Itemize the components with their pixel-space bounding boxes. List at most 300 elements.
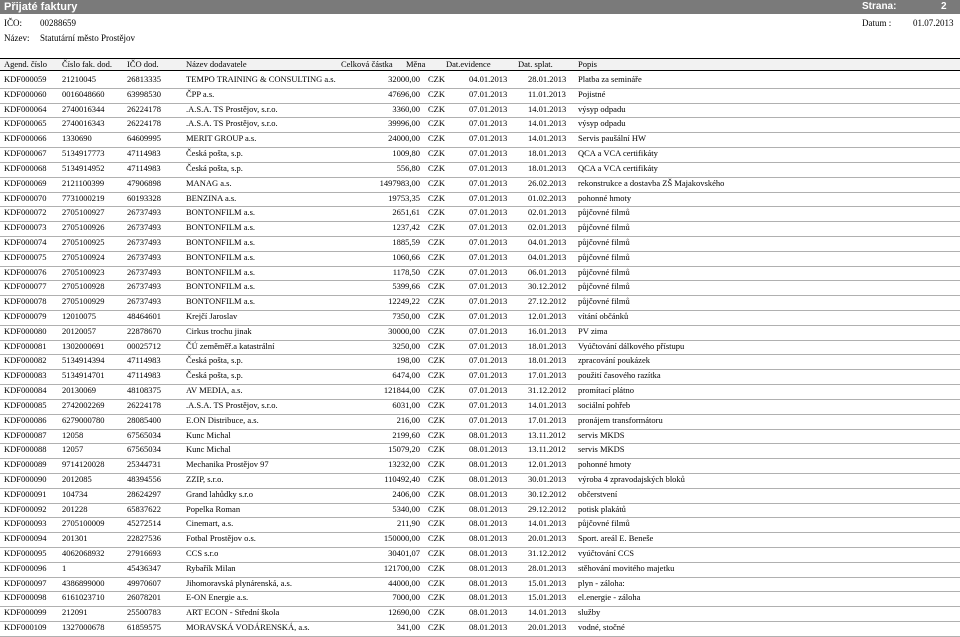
cell-invoice-number: 2705100929: [62, 296, 105, 307]
cell-due-date: 18.01.2013: [528, 148, 567, 159]
cell-supplier-ico: 25344731: [127, 459, 161, 470]
cell-supplier-ico: 26737493: [127, 236, 161, 247]
name-value: Statutární město Prostějov: [40, 33, 135, 43]
table-row: [0, 518, 960, 533]
cell-supplier-name: Krejčí Jaroslav: [186, 311, 238, 321]
cell-invoice-number: 2705100926: [62, 222, 105, 233]
table-row: [0, 430, 960, 445]
date-value: 01.07.2013: [913, 18, 954, 28]
cell-doc-number: KDF000070: [4, 192, 47, 203]
cell-supplier-ico: 47114983: [127, 148, 161, 159]
cell-description: sociální pohřeb: [578, 399, 631, 410]
cell-invoice-number: 2705100923: [62, 266, 105, 277]
cell-amount: 121700,00: [383, 562, 420, 573]
cell-description: stěhování movitého majetku: [578, 562, 675, 573]
cell-currency: CZK: [428, 118, 445, 129]
cell-description: QCA a VCA certifikáty: [578, 162, 658, 173]
cell-supplier-ico: 22878670: [127, 325, 161, 336]
cell-currency: CZK: [428, 414, 445, 425]
cell-currency: CZK: [428, 251, 445, 262]
cell-doc-number: KDF000072: [4, 207, 47, 218]
cell-due-date: 30.12.2012: [528, 281, 567, 292]
col-ico: IČO dod.: [127, 59, 159, 69]
cell-description: potisk plakátů: [578, 503, 626, 514]
cell-supplier-name: AV MEDIA, a.s.: [186, 385, 243, 396]
cell-evidence-date: 07.01.2013: [469, 281, 508, 292]
cell-currency: CZK: [428, 296, 445, 307]
cell-supplier-name: Česká pošta, s.p.: [186, 370, 243, 381]
cell-due-date: 29.12.2012: [528, 503, 567, 514]
cell-description: půjčovné filmů: [578, 236, 630, 247]
cell-evidence-date: 07.01.2013: [469, 133, 508, 144]
cell-due-date: 12.01.2013: [528, 311, 567, 321]
cell-supplier-name: ZZIP, s.r.o.: [186, 473, 224, 484]
name-line: [4, 33, 135, 44]
cell-supplier-ico: 63998530: [127, 88, 161, 99]
cell-supplier-ico: 26737493: [127, 222, 161, 233]
cell-supplier-name: Česká pošta, s.p.: [186, 355, 243, 366]
cell-due-date: 13.11.2012: [528, 444, 566, 455]
table-row: [0, 237, 960, 252]
cell-description: zpracování poukázek: [578, 355, 650, 366]
cell-supplier-name: Kunc Michal: [186, 429, 231, 440]
cell-due-date: 18.01.2013: [528, 355, 567, 366]
cell-evidence-date: 07.01.2013: [469, 296, 508, 307]
cell-invoice-number: 2012085: [62, 473, 92, 484]
cell-doc-number: KDF000081: [4, 340, 47, 351]
cell-supplier-name: BONTONFILM a.s.: [186, 236, 256, 247]
cell-doc-number: KDF000073: [4, 222, 47, 233]
cell-supplier-ico: 00025712: [127, 340, 161, 351]
cell-amount: 12249,22: [388, 296, 420, 307]
cell-due-date: 14.01.2013: [528, 399, 567, 410]
cell-description: půjčovné filmů: [578, 207, 630, 218]
cell-doc-number: KDF000082: [4, 355, 47, 366]
cell-evidence-date: 08.01.2013: [469, 562, 508, 573]
cell-currency: CZK: [428, 266, 445, 277]
cell-due-date: 14.01.2013: [528, 103, 567, 114]
cell-description: pronájem transformátoru: [578, 414, 663, 425]
cell-currency: CZK: [428, 148, 445, 159]
cell-doc-number: KDF000098: [4, 592, 47, 603]
cell-doc-number: KDF000064: [4, 103, 47, 114]
cell-supplier-name: Popelka Roman: [186, 503, 241, 514]
cell-invoice-number: 2705100925: [62, 236, 105, 247]
cell-doc-number: KDF000060: [4, 88, 47, 99]
cell-currency: CZK: [428, 162, 445, 173]
cell-evidence-date: 08.01.2013: [469, 622, 508, 633]
cell-amount: 1009,80: [392, 148, 420, 159]
table-row: [0, 222, 960, 237]
cell-invoice-number: 2705100927: [62, 207, 105, 218]
cell-invoice-number: 2742002269: [62, 399, 105, 410]
table-row: [0, 459, 960, 474]
cell-doc-number: KDF000076: [4, 266, 47, 277]
col-invoice: Číslo fak. dod.: [62, 59, 113, 69]
cell-due-date: 20.01.2013: [528, 622, 567, 633]
cell-currency: CZK: [428, 133, 445, 144]
cell-supplier-ico: 26813335: [127, 74, 161, 84]
cell-evidence-date: 07.01.2013: [469, 207, 508, 218]
cell-supplier-ico: 26078201: [127, 592, 161, 603]
cell-currency: CZK: [428, 88, 445, 99]
invoice-table: [0, 74, 960, 637]
cell-supplier-name: E-ON Energie a.s.: [186, 592, 249, 603]
cell-supplier-ico: 26737493: [127, 251, 161, 262]
cell-description: Vyúčtování dálkového přístupu: [578, 340, 685, 351]
col-due: Dat. splat.: [518, 59, 553, 69]
cell-supplier-name: BONTONFILM a.s.: [186, 222, 256, 233]
cell-currency: CZK: [428, 548, 445, 558]
cell-due-date: 14.01.2013: [528, 118, 567, 129]
cell-invoice-number: 20120057: [62, 325, 96, 336]
cell-invoice-number: 4386899000: [62, 577, 105, 588]
cell-description: Pojistné: [578, 88, 606, 99]
cell-invoice-number: 1330690: [62, 133, 92, 144]
table-row: [0, 622, 960, 637]
cell-due-date: 15.01.2013: [528, 592, 567, 603]
cell-doc-number: KDF000059: [4, 74, 47, 84]
cell-due-date: 30.01.2013: [528, 473, 567, 484]
cell-description: vítání občánků: [578, 311, 629, 321]
table-row: [0, 415, 960, 430]
cell-invoice-number: 6279000780: [62, 414, 105, 425]
cell-invoice-number: 0016048660: [62, 88, 105, 99]
table-row: [0, 281, 960, 296]
cell-due-date: 17.01.2013: [528, 414, 567, 425]
cell-due-date: 30.12.2012: [528, 488, 567, 499]
cell-supplier-ico: 47114983: [127, 355, 161, 366]
cell-doc-number: KDF000067: [4, 148, 47, 159]
cell-doc-number: KDF000079: [4, 311, 47, 321]
cell-evidence-date: 07.01.2013: [469, 370, 508, 381]
cell-supplier-ico: 26224178: [127, 399, 161, 410]
cell-due-date: 02.01.2013: [528, 222, 567, 233]
cell-due-date: 26.02.2013: [528, 177, 567, 188]
table-row: [0, 578, 960, 593]
cell-evidence-date: 07.01.2013: [469, 266, 508, 277]
table-row: [0, 474, 960, 489]
cell-supplier-name: .A.S.A. TS Prostějov, s.r.o.: [186, 103, 278, 114]
cell-invoice-number: 5134914394: [62, 355, 105, 366]
cell-amount: 5340,00: [392, 503, 420, 514]
cell-invoice-number: 4062068932: [62, 548, 105, 558]
cell-amount: 3250,00: [392, 340, 420, 351]
cell-currency: CZK: [428, 325, 445, 336]
cell-currency: CZK: [428, 473, 445, 484]
cell-doc-number: KDF000068: [4, 162, 47, 173]
cell-amount: 6474,00: [392, 370, 420, 381]
cell-invoice-number: 2705100928: [62, 281, 105, 292]
column-header-row: [0, 58, 960, 71]
cell-supplier-name: BONTONFILM a.s.: [186, 207, 256, 218]
cell-amount: 121844,00: [383, 385, 420, 396]
cell-amount: 47696,00: [388, 88, 420, 99]
cell-supplier-name: BONTONFILM a.s.: [186, 281, 256, 292]
cell-evidence-date: 07.01.2013: [469, 88, 508, 99]
cell-description: PV zima: [578, 325, 608, 336]
cell-due-date: 14.01.2013: [528, 607, 567, 618]
cell-evidence-date: 07.01.2013: [469, 414, 508, 425]
ico-label: IČO:: [4, 18, 22, 28]
cell-amount: 7000,00: [392, 592, 420, 603]
cell-evidence-date: 07.01.2013: [469, 251, 508, 262]
cell-currency: CZK: [428, 592, 445, 603]
cell-doc-number: KDF000092: [4, 503, 47, 514]
cell-doc-number: KDF000077: [4, 281, 47, 292]
cell-supplier-name: Fotbal Prostějov o.s.: [186, 533, 256, 544]
cell-supplier-ico: 67565034: [127, 444, 161, 455]
cell-supplier-name: ART ECON - Střední škola: [186, 607, 280, 618]
cell-supplier-ico: 26224178: [127, 118, 161, 129]
col-supplier: Název dodavatele: [186, 59, 247, 69]
cell-evidence-date: 07.01.2013: [469, 399, 508, 410]
cell-supplier-name: ČÚ zeměměř.a katastrální: [186, 340, 275, 351]
cell-amount: 110492,40: [384, 473, 420, 484]
cell-doc-number: KDF000066: [4, 133, 47, 144]
cell-description: půjčovné filmů: [578, 296, 630, 307]
cell-amount: 341,00: [396, 622, 420, 633]
cell-supplier-name: Jihomoravská plynárenská, a.s.: [186, 577, 292, 588]
cell-amount: 198,00: [396, 355, 420, 366]
cell-amount: 19753,35: [388, 192, 420, 203]
cell-evidence-date: 08.01.2013: [469, 533, 508, 544]
table-row: [0, 252, 960, 267]
cell-invoice-number: 12057: [62, 444, 84, 455]
cell-evidence-date: 07.01.2013: [469, 236, 508, 247]
cell-supplier-name: Česká pošta, s.p.: [186, 148, 243, 159]
cell-supplier-ico: 47114983: [127, 162, 161, 173]
table-row: [0, 385, 960, 400]
cell-due-date: 31.12.2012: [528, 385, 567, 396]
cell-supplier-name: TEMPO TRAINING & CONSULTING a.s.: [186, 74, 336, 84]
cell-currency: CZK: [428, 503, 445, 514]
table-row: [0, 296, 960, 311]
cell-evidence-date: 07.01.2013: [469, 385, 508, 396]
cell-amount: 556,80: [396, 162, 420, 173]
cell-description: servis MKDS: [578, 444, 625, 455]
cell-currency: CZK: [428, 444, 445, 455]
cell-invoice-number: 5134914952: [62, 162, 105, 173]
cell-amount: 24000,00: [388, 133, 420, 144]
cell-doc-number: KDF000078: [4, 296, 47, 307]
cell-supplier-ico: 28085400: [127, 414, 161, 425]
cell-supplier-ico: 27916693: [127, 548, 161, 558]
cell-description: vyúčtování CCS: [578, 548, 634, 558]
cell-supplier-ico: 28624297: [127, 488, 161, 499]
cell-supplier-name: BONTONFILM a.s.: [186, 266, 256, 277]
cell-evidence-date: 07.01.2013: [469, 222, 508, 233]
table-row: [0, 118, 960, 133]
cell-due-date: 18.01.2013: [528, 162, 567, 173]
cell-due-date: 20.01.2013: [528, 533, 567, 544]
cell-due-date: 12.01.2013: [528, 459, 567, 470]
cell-invoice-number: 1302000691: [62, 340, 105, 351]
cell-invoice-number: 212091: [62, 607, 88, 618]
cell-evidence-date: 08.01.2013: [469, 459, 508, 470]
cell-supplier-ico: 45272514: [127, 518, 161, 529]
cell-amount: 15079,20: [388, 444, 420, 455]
cell-amount: 30000,00: [388, 325, 420, 336]
cell-currency: CZK: [428, 192, 445, 203]
cell-supplier-name: MORAVSKÁ VODÁRENSKÁ, a.s.: [186, 622, 310, 633]
cell-description: pohonné hmoty: [578, 459, 632, 470]
cell-supplier-name: MANAG a.s.: [186, 177, 232, 188]
cell-doc-number: KDF000090: [4, 473, 47, 484]
cell-due-date: 06.01.2013: [528, 266, 567, 277]
cell-supplier-ico: 47906898: [127, 177, 161, 188]
cell-currency: CZK: [428, 355, 445, 366]
cell-amount: 1060,66: [392, 251, 420, 262]
cell-amount: 211,90: [396, 518, 420, 529]
cell-description: Sport. areál E. Beneše: [578, 533, 654, 544]
cell-supplier-name: Kunc Michal: [186, 444, 231, 455]
cell-due-date: 04.01.2013: [528, 251, 567, 262]
cell-amount: 6031,00: [392, 399, 420, 410]
cell-amount: 3360,00: [392, 103, 420, 114]
cell-description: výsyp odpadu: [578, 103, 626, 114]
cell-evidence-date: 08.01.2013: [469, 607, 508, 618]
cell-currency: CZK: [428, 518, 445, 529]
cell-description: rekonstrukce a dostavba ZŠ Majakovského: [578, 177, 725, 188]
cell-invoice-number: 2121100399: [62, 177, 105, 188]
page-label: Strana:: [862, 1, 897, 12]
cell-supplier-name: BONTONFILM a.s.: [186, 296, 256, 307]
cell-supplier-ico: 65837622: [127, 503, 161, 514]
cell-description: plyn - záloha:: [578, 577, 625, 588]
cell-supplier-ico: 67565034: [127, 429, 161, 440]
cell-supplier-ico: 47114983: [127, 370, 161, 381]
cell-supplier-name: BENZINA a.s.: [186, 192, 237, 203]
cell-description: QCA a VCA certifikáty: [578, 148, 658, 159]
cell-evidence-date: 07.01.2013: [469, 192, 508, 203]
cell-doc-number: KDF000065: [4, 118, 47, 129]
cell-supplier-name: ČPP a.s.: [186, 88, 215, 99]
cell-supplier-name: Cinemart, a.s.: [186, 518, 234, 529]
cell-description: servis MKDS: [578, 429, 625, 440]
cell-doc-number: KDF000096: [4, 562, 47, 573]
table-row: [0, 355, 960, 370]
cell-supplier-name: E.ON Distribuce, a.s.: [186, 414, 259, 425]
cell-supplier-name: Cirkus trochu jinak: [186, 325, 252, 336]
cell-invoice-number: 21210045: [62, 74, 96, 84]
cell-currency: CZK: [428, 207, 445, 218]
cell-evidence-date: 08.01.2013: [469, 444, 508, 455]
cell-invoice-number: 2705100009: [62, 518, 105, 529]
cell-supplier-name: .A.S.A. TS Prostějov, s.r.o.: [186, 399, 278, 410]
cell-supplier-ico: 45436347: [127, 562, 161, 573]
cell-currency: CZK: [428, 236, 445, 247]
table-row: [0, 267, 960, 282]
cell-evidence-date: 07.01.2013: [469, 355, 508, 366]
cell-doc-number: KDF000089: [4, 459, 47, 470]
cell-evidence-date: 07.01.2013: [469, 148, 508, 159]
cell-currency: CZK: [428, 577, 445, 588]
table-row: [0, 341, 960, 356]
table-row: [0, 133, 960, 148]
cell-currency: CZK: [428, 562, 445, 573]
table-row: [0, 370, 960, 385]
cell-doc-number: KDF000080: [4, 325, 47, 336]
cell-currency: CZK: [428, 399, 445, 410]
cell-description: pohonné hmoty: [578, 192, 632, 203]
cell-amount: 1497983,00: [379, 177, 420, 188]
cell-description: půjčovné filmů: [578, 281, 630, 292]
cell-invoice-number: 104734: [62, 488, 88, 499]
cell-currency: CZK: [428, 222, 445, 233]
table-row: [0, 89, 960, 104]
cell-due-date: 13.11.2012: [528, 429, 566, 440]
cell-evidence-date: 08.01.2013: [469, 592, 508, 603]
cell-invoice-number: 5134917773: [62, 148, 105, 159]
cell-evidence-date: 07.01.2013: [469, 177, 508, 188]
cell-supplier-ico: 26737493: [127, 281, 161, 292]
cell-supplier-ico: 48464601: [127, 311, 161, 321]
cell-amount: 216,00: [396, 414, 420, 425]
cell-currency: CZK: [428, 281, 445, 292]
cell-amount: 150000,00: [383, 533, 420, 544]
cell-description: služby: [578, 607, 601, 618]
cell-currency: CZK: [428, 74, 445, 84]
table-row: [0, 533, 960, 548]
cell-amount: 1237,42: [392, 222, 420, 233]
cell-evidence-date: 04.01.2013: [469, 74, 508, 84]
cell-invoice-number: 12010075: [62, 311, 96, 321]
cell-invoice-number: 201228: [62, 503, 88, 514]
col-doc: Agend. číslo: [4, 59, 47, 69]
cell-amount: 1885,59: [392, 236, 420, 247]
cell-doc-number: KDF000084: [4, 385, 47, 396]
cell-doc-number: KDF000088: [4, 444, 47, 455]
cell-evidence-date: 07.01.2013: [469, 162, 508, 173]
cell-description: Servis paušální HW: [578, 133, 646, 144]
cell-doc-number: KDF000069: [4, 177, 47, 188]
cell-description: výroba 4 zpravodajských bloků: [578, 473, 685, 484]
cell-supplier-ico: 26224178: [127, 103, 161, 114]
cell-currency: CZK: [428, 311, 445, 321]
table-row: [0, 311, 960, 326]
table-row: [0, 104, 960, 119]
cell-supplier-ico: 49970607: [127, 577, 161, 588]
table-row: [0, 504, 960, 519]
table-row: [0, 207, 960, 222]
cell-due-date: 14.01.2013: [528, 518, 567, 529]
cell-currency: CZK: [428, 488, 445, 499]
cell-supplier-name: MERIT GROUP a.s.: [186, 133, 257, 144]
cell-description: půjčovné filmů: [578, 222, 630, 233]
cell-invoice-number: 1: [62, 562, 67, 573]
cell-evidence-date: 07.01.2013: [469, 325, 508, 336]
cell-currency: CZK: [428, 622, 445, 633]
report-title-bar: [0, 0, 960, 14]
report-title: Přijaté faktury: [4, 1, 78, 13]
cell-invoice-number: 201301: [62, 533, 88, 544]
cell-amount: 2406,00: [392, 488, 420, 499]
cell-currency: CZK: [428, 429, 445, 440]
cell-doc-number: KDF000095: [4, 548, 47, 558]
cell-evidence-date: 08.01.2013: [469, 577, 508, 588]
cell-evidence-date: 07.01.2013: [469, 340, 508, 351]
cell-doc-number: KDF000087: [4, 429, 47, 440]
cell-supplier-ico: 64609995: [127, 133, 161, 144]
cell-description: použití časového razítka: [578, 370, 661, 381]
cell-description: Platba za semináře: [578, 74, 642, 84]
cell-amount: 2199,60: [392, 429, 420, 440]
cell-invoice-number: 2740016344: [62, 103, 105, 114]
table-row: [0, 563, 960, 578]
cell-evidence-date: 08.01.2013: [469, 518, 508, 529]
cell-invoice-number: 1327000678: [62, 622, 105, 633]
